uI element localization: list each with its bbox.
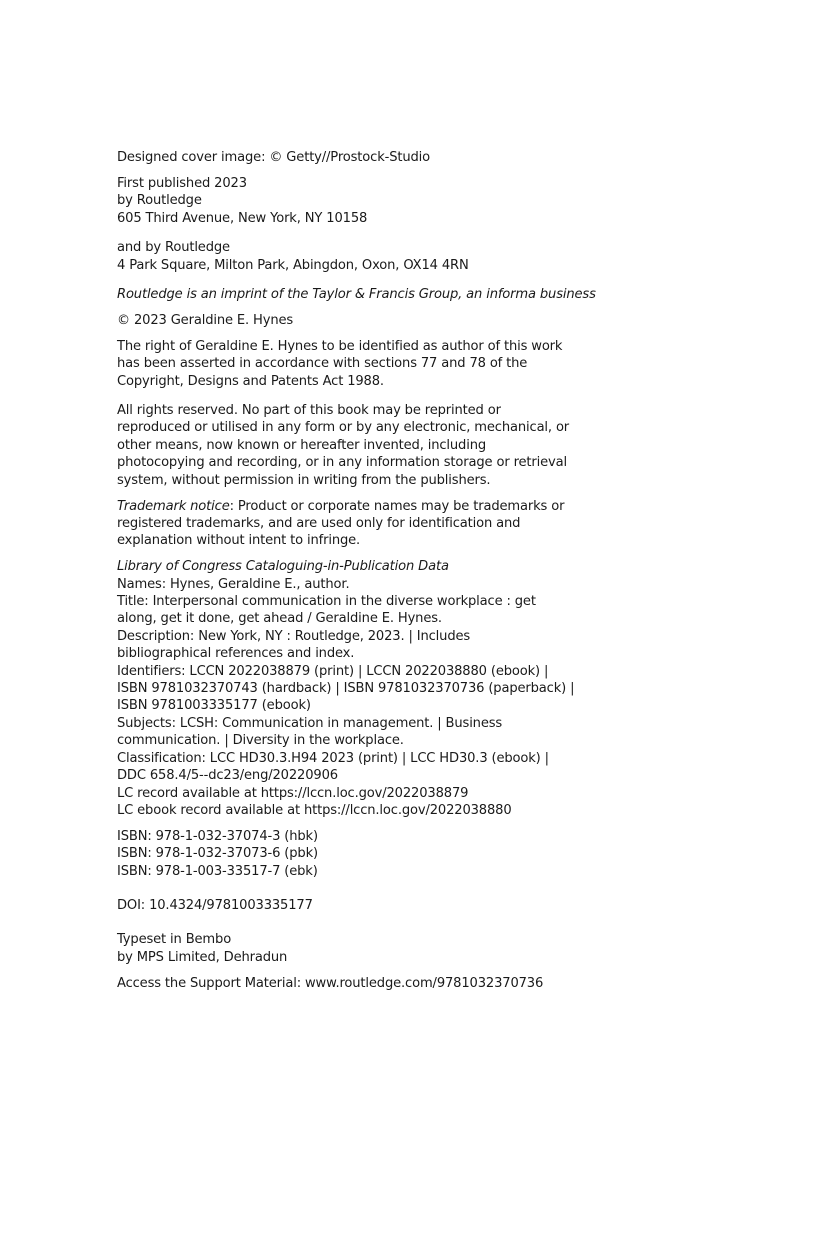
rights-line: Copyright, Designs and Patents Act 1988. [117,373,384,389]
rights-asserted [117,338,577,390]
cip-line: LC record available at https://lccn.loc.gov/2022038879 [117,785,469,801]
publisher-address-line: 605 Third Avenue, New York, NY 10158 [117,210,368,226]
first-published-line: First published 2023 [117,175,247,191]
cover-credit-line: Designed cover image: © Getty//Prostock-Studio [117,150,431,165]
and-by-line: and by Routledge [117,240,230,256]
cip-data [117,558,577,819]
trademark-line: explanation without intent to infringe. [117,533,361,549]
isbn-line: ISBN: 978-1-003-33517-7 (ebk) [117,863,318,879]
typeset-line: Typeset in Bembo [117,932,232,948]
cip-line: DDC 658.4/5--dc23/eng/20220906 [117,768,338,784]
cover-credit [117,149,577,166]
cip-line: ISBN 9781003335177 (ebook) [117,698,311,714]
cip-line: communication. | Diversity in the workplace. [117,733,404,749]
publisher-name-line: by Routledge [117,193,202,209]
cip-line: Description: New York, NY : Routledge, 2023. | Includes [117,628,471,644]
isbn-line: ISBN: 978-1-032-37073-6 (pbk) [117,846,318,862]
isbn-line: ISBN: 978-1-032-37074-3 (hbk) [117,828,318,844]
imprint-line: Routledge is an imprint of the Taylor & Francis Group, an informa business [117,286,596,302]
cip-line: along, get it done, get ahead / Geraldine E. Hynes. [117,611,442,627]
copyright-line: © 2023 Geraldine E. Hynes [117,312,294,328]
publisher-us [117,175,577,227]
all-rights-reserved [117,402,577,489]
typeset-line: by MPS Limited, Dehradun [117,949,288,965]
all-rights-line: reproduced or utilised in any form or by any electronic, mechanical, or [117,420,570,436]
cip-line: ISBN 9781032370743 (hardback) | ISBN 9781032370736 (paperback) | [117,681,575,697]
cip-line: Subjects: LCSH: Communication in management. | Business [117,715,503,731]
cip-line: Title: Interpersonal communication in the diverse workplace : get [117,594,536,610]
trademark-first-rest: : Product or corporate names may be trademarks or [229,498,565,514]
doi [117,897,577,914]
all-rights-line: system, without permission in writing from the publishers. [117,472,491,488]
cip-line: Names: Hynes, Geraldine E., author. [117,576,350,592]
copyright-notice [117,312,577,329]
cip-line: LC ebook record available at https://lccn.loc.gov/2022038880 [117,802,512,818]
copyright-content [117,149,596,992]
typeset-info [117,931,577,966]
trademark-label: Trademark notice [117,498,230,514]
support-line: Access the Support Material: www.routledge.com/9781032370736 [117,975,544,991]
support-material [117,975,577,992]
rights-line: The right of Geraldine E. Hynes to be identified as author of this work [117,338,563,354]
cip-line: Classification: LCC HD30.3.H94 2023 (print) | LCC HD30.3 (ebook) | [117,750,549,766]
cip-line: bibliographical references and index. [117,646,355,662]
trademark-notice [117,498,577,550]
trademark-first-line [117,498,577,515]
all-rights-line: other means, now known or hereafter invented, including [117,437,487,453]
rights-line: has been asserted in accordance with sections 77 and 78 of the [117,356,528,372]
isbn-list [117,828,577,880]
cip-heading: Library of Congress Cataloguing-in-Publication Data [117,559,449,575]
trademark-line: registered trademarks, and are used only for identification and [117,515,521,531]
doi-line: DOI: 10.4324/9781003335177 [117,898,313,914]
imprint-note [117,286,596,303]
all-rights-line: photocopying and recording, or in any information storage or retrieval [117,455,567,471]
cip-line: Identifiers: LCCN 2022038879 (print) | LCCN 2022038880 (ebook) | [117,663,549,679]
uk-address-line: 4 Park Square, Milton Park, Abingdon, Oxon, OX14 4RN [117,257,469,273]
publisher-uk [117,239,577,274]
all-rights-line: All rights reserved. No part of this book may be reprinted or [117,402,501,418]
